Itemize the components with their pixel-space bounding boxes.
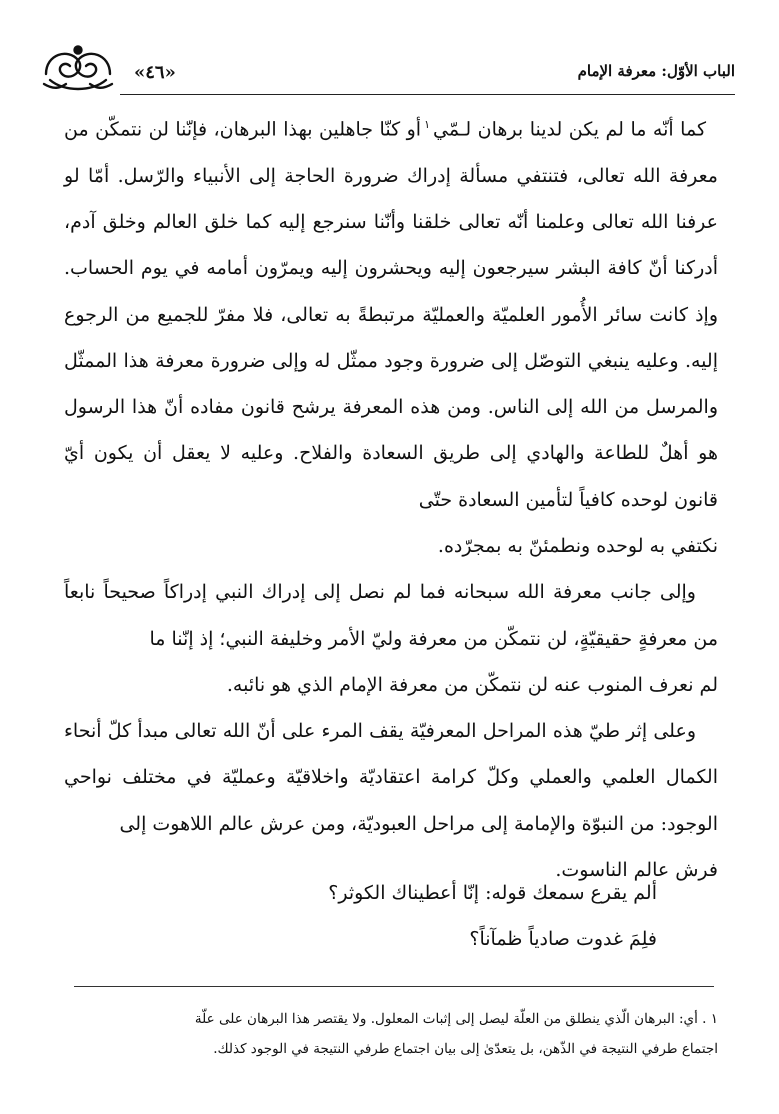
ornament-icon: [40, 40, 116, 96]
paragraph: وعلى إثر طيّ هذه المراحل المعرفيّة يقف المرء على أنّ الله تعالى مبدأ كلّ أنحاء الكمال العلمي والعملي وكلّ كرامة اعتقاديّة واخلاقيّة وعمليّة في مختلف نواحي الوجود: من النبوّة والإمامة إلى مراحل العبوديّة، ومن عرش عالم اللاهوت إلى: [64, 720, 718, 835]
header-divider: [120, 94, 735, 95]
footnote-line: ١ . أي: البرهان الّذي ينطلق من العلّة ليصل إلى إثبات المعلول. ولا يقتصر هذا البرهان على علّة: [194, 1011, 718, 1027]
paragraph-last-line: لم نعرف المنوب عنه لن نتمكّن من معرفة الإمام الذي هو نائبه.: [226, 673, 718, 696]
footnote-reference[interactable]: ١: [424, 118, 430, 131]
page-header: [40, 40, 735, 102]
footnote-divider: [74, 986, 714, 987]
footnote-line: اجتماع طرفي النتيجة في الذّهن، بل يتعدّىٰ إلى بيان اجتماع طرفي النتيجة في الوجود كذلك.: [213, 1041, 718, 1057]
paragraph: وإلى جانب معرفة الله سبحانه فما لم نصل إلى إدراك النبي إدراكاً صحيحاً نابعاً من معرفةٍ حقيقيّةٍ، لن نتمكّن من معرفة وليّ الأمر وخليفة النبي؛ إذ إنّنا ما: [64, 581, 718, 650]
verse-line: فلِمَ غدوت صادياً ظمآناً؟: [469, 928, 657, 950]
page-number: «٤٦»: [134, 62, 176, 83]
paragraph: [64, 102, 718, 523]
body-text: [64, 102, 718, 893]
running-title: الباب الأوّل: معرفة الإمام: [577, 62, 735, 80]
verse-line: ألم يقرع سمعك قوله: إنّا أعطيناك الكوثر؟: [328, 882, 657, 904]
paragraph-last-line: فرش عالم الناسوت.: [555, 859, 718, 882]
footnote: [64, 1004, 718, 1064]
paragraph-text: كما أنّه ما لم يكن لدينا برهان لـمّي: [433, 118, 706, 141]
paragraph-text: أو كنّا جاهلين بهذا البرهان، فإنّنا لن نتمكّن من معرفة الله تعالى، فتنتفي مسألة إدراك ضرورة الحاجة إلى الأنبياء والرّسل. أمّا لو عرفنا الله تعالى وعلمنا أنّه تعالى خلقنا وأنّنا سنرجع إليه كما خلق العالم وخلق آدم، أدركنا أنّ كافة البشر سيرجعون إليه ويحشرون إليه ويمرّون أمامه في يوم الحساب. وإذ كانت سائر الأُمور العلميّة والعمليّة مرتبطةً به تعالى، فلا مفرّ للجميع من الرجوع إليه. وعليه ينبغي التوصّل إلى ضرورة وجود ممثّل له وإلى ضرورة معرفة هذا الممثّل والمرسل من الله إلى الناس. ومن هذه المعرفة يرشح قانون مفاده أنّ هذا الرسول هو أهلٌ للطاعة والهادي إلى طريق السعادة والفلاح. وعليه لا يعقل أن يكون أيّ قانون لوحده كافياً لتأمين السعادة حتّى: [64, 118, 718, 511]
paragraph-last-line: نكتفي به لوحده ونطمئنّ به بمجرّده.: [437, 535, 718, 557]
